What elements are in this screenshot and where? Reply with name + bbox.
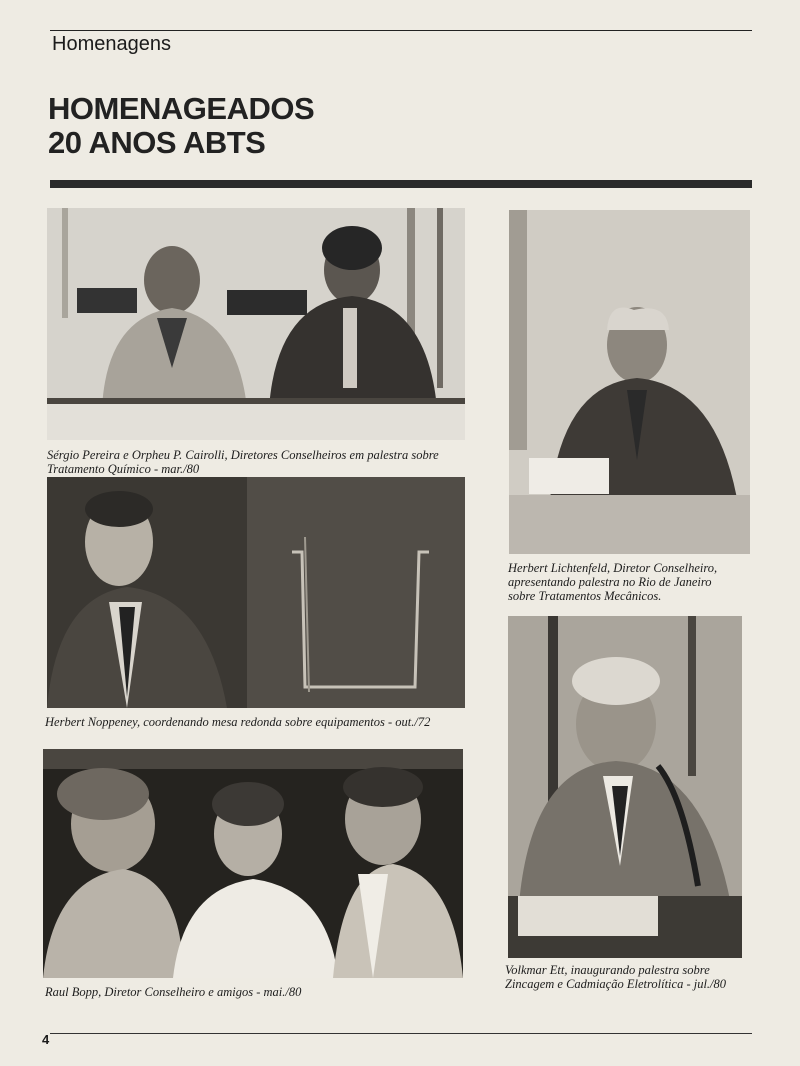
- section-label: Homenagens: [52, 33, 171, 55]
- header-rule: [50, 30, 752, 31]
- page-title: [48, 92, 314, 160]
- caption-raul-bopp: Raul Bopp, Diretor Conselheiro e amigos - mai./80: [45, 985, 302, 999]
- footer-rule: [50, 1033, 752, 1034]
- page-number: 4: [42, 1032, 50, 1047]
- caption-pereira-cairolli: Sérgio Pereira e Orpheu P. Cairolli, Diretores Conselheiros em palestra sobre Tratamento Químico - mar./80: [47, 448, 439, 476]
- photo-raul-bopp: [43, 749, 463, 978]
- title-line-2: 20 ANOS ABTS: [48, 125, 266, 160]
- caption-lichtenfeld: Herbert Lichtenfeld, Diretor Conselheiro, apresentando palestra no Rio de Janeiro sobre Tratamentos Mecânicos.: [508, 561, 718, 603]
- photo-volkmar-ett: [508, 616, 742, 958]
- photo-noppeney: [47, 477, 465, 708]
- caption-noppeney: Herbert Noppeney, coordenando mesa redonda sobre equipamentos - out./72: [45, 715, 431, 729]
- photo-pereira-cairolli: [47, 208, 465, 440]
- title-divider: [50, 180, 752, 188]
- photo-lichtenfeld: [509, 210, 750, 554]
- title-line-1: HOMENAGEADOS: [48, 91, 315, 126]
- caption-volkmar-ett: Volkmar Ett, inaugurando palestra sobre Zincagem e Cadmiação Eletrolítica - jul./80: [505, 963, 727, 991]
